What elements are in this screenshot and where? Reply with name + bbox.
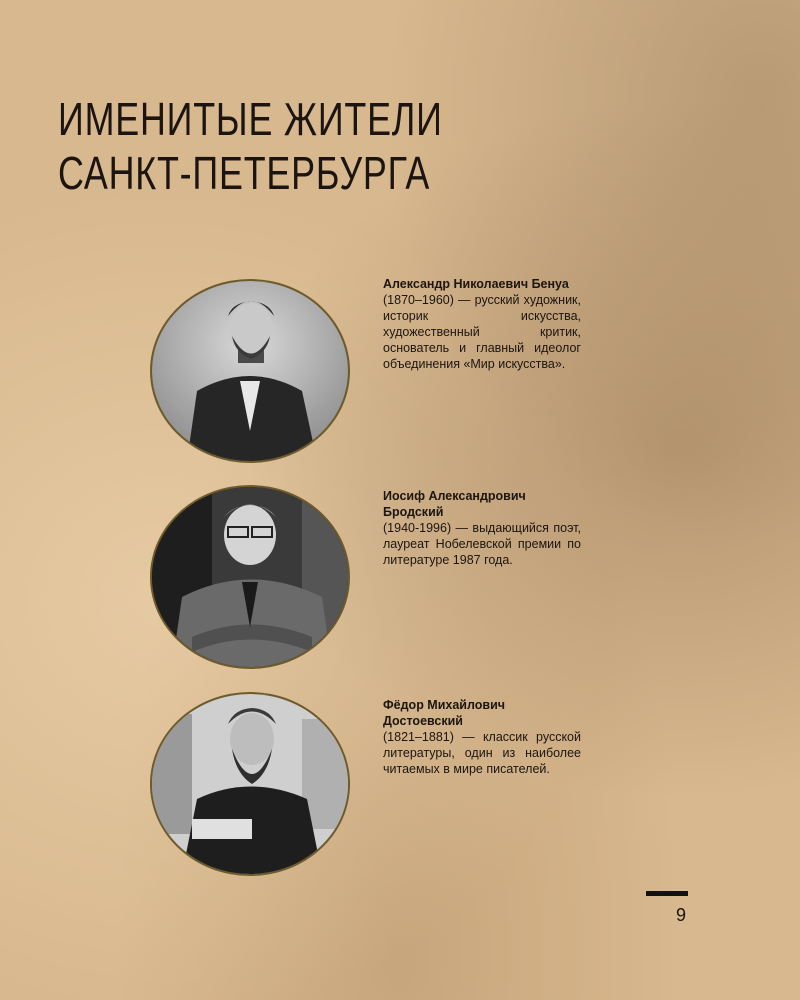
person-bio: (1821–1881) — классик русской литературы, один из наиболее читаемых в мире писателей. [383, 730, 581, 776]
portrait-brodsky [150, 485, 350, 669]
person-bio: (1940-1996) — выдающийся поэт, лауреат Нобелевской премии по литературе 1987 года. [383, 521, 581, 567]
person-name: Фёдор Михайлович Достоевский [383, 698, 506, 728]
title-line-1: ИМЕНИТЫЕ ЖИТЕЛИ [58, 93, 443, 145]
page-number: 9 [676, 905, 687, 925]
bio-dostoevsky [383, 697, 581, 777]
bio-benois [383, 276, 581, 372]
bio-brodsky [383, 488, 581, 568]
person-bio: (1870–1960) — русский художник, историк искусства, художественный критик, основатель и главный идеолог объединения «Мир искусства». [383, 293, 581, 371]
portrait-dostoevsky [150, 692, 350, 876]
portrait-benois [150, 279, 350, 463]
person-name: Александр Николаевич Бенуа [383, 277, 569, 291]
person-name: Иосиф Александрович Бродский [383, 489, 526, 519]
page-number-bar [646, 891, 688, 896]
page-title [58, 92, 443, 200]
title-line-2: САНКТ-ПЕТЕРБУРГА [58, 147, 431, 199]
